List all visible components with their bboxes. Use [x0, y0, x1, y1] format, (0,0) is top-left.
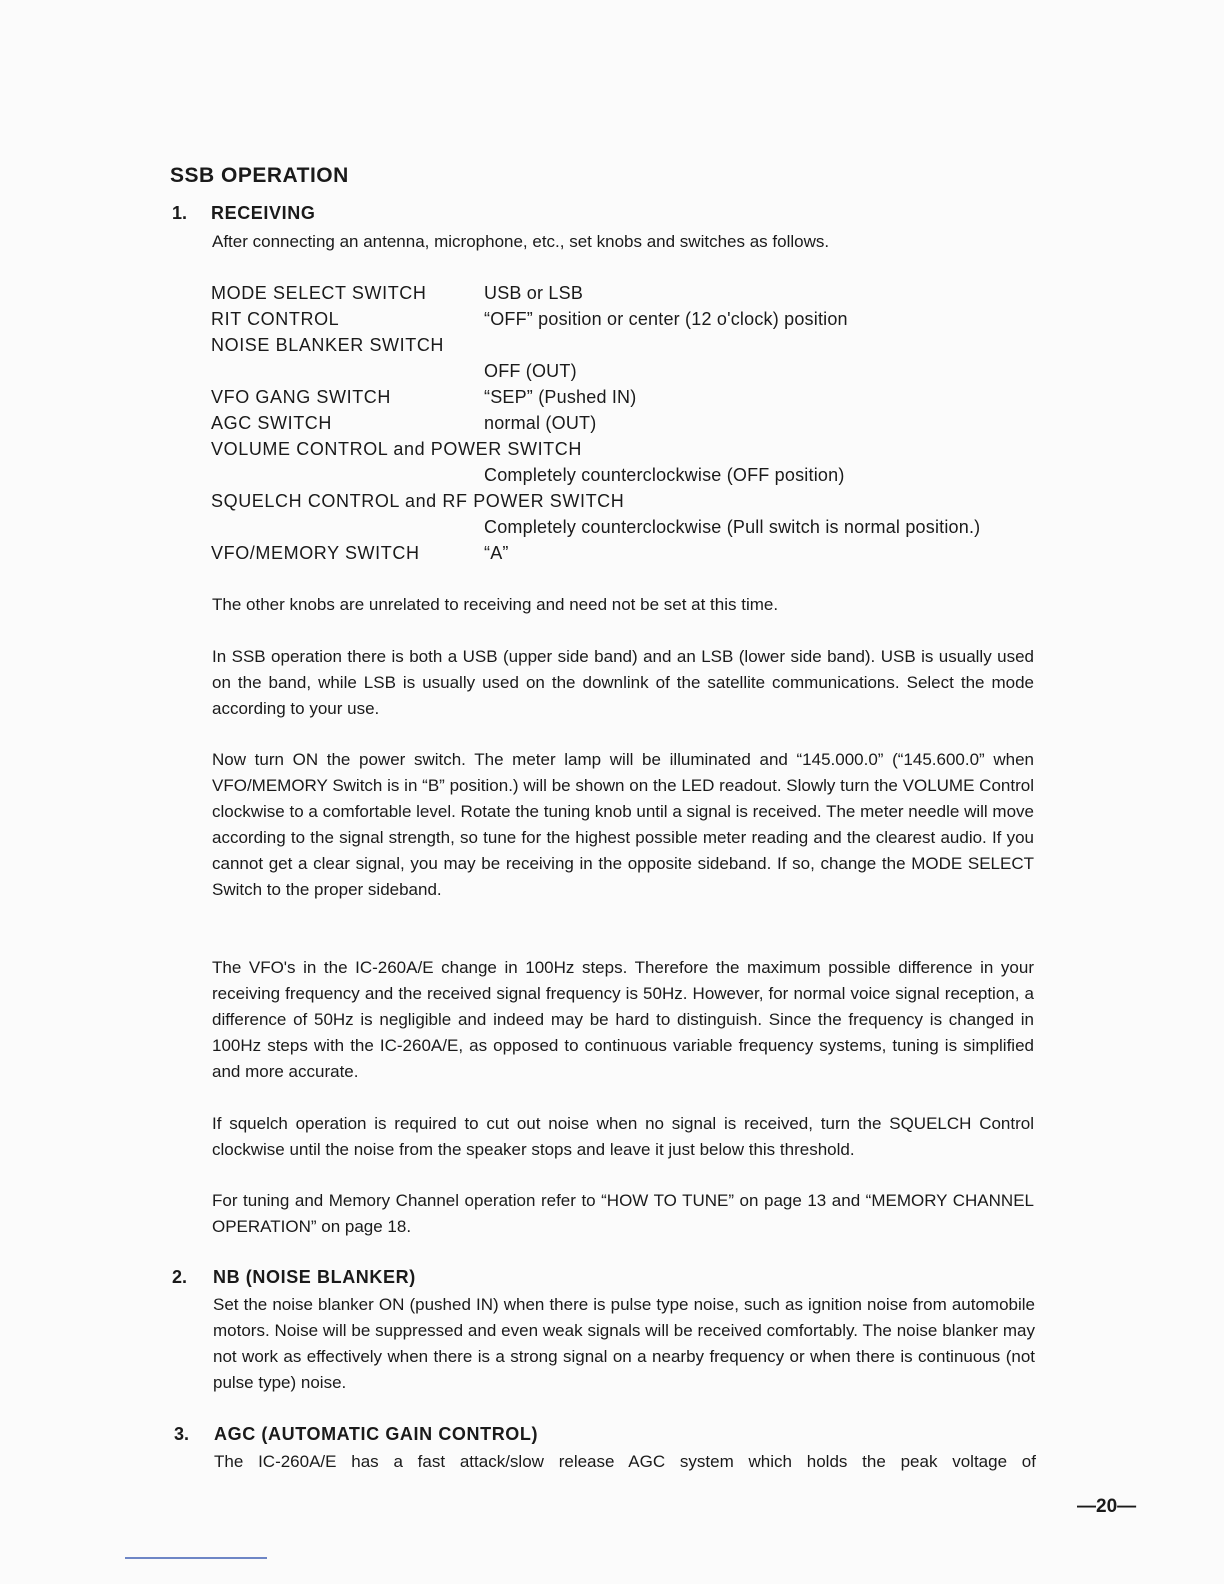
settings-row [211, 514, 1041, 540]
setting-label: VFO/MEMORY SWITCH [211, 543, 420, 563]
section-title: SSB OPERATION [170, 164, 349, 187]
settings-row [211, 358, 1041, 384]
setting-label: AGC SWITCH [211, 413, 332, 433]
nb-heading: NB (NOISE BLANKER) [213, 1267, 416, 1287]
setting-label: SQUELCH CONTROL and RF POWER SWITCH [211, 491, 625, 511]
settings-row [211, 540, 1041, 566]
paragraph-vfo-steps: The VFO's in the IC-260A/E change in 100Hz steps. Therefore the maximum possible difference in your receiving frequency and the received signal frequency is 50Hz. However, for normal voice signal reception, a difference of 50Hz is negligible and indeed may be hard to distinguish. Since the frequency is changed in 100Hz steps with the IC-260A/E, as opposed to continuous variable frequency systems, tuning is simplified and more accurate. [212, 958, 1034, 1081]
settings-list [211, 280, 1041, 566]
settings-row [211, 462, 1041, 488]
footer-rule [125, 1557, 267, 1559]
setting-label: VOLUME CONTROL and POWER SWITCH [211, 439, 582, 459]
agc-heading: AGC (AUTOMATIC GAIN CONTROL) [214, 1424, 539, 1444]
setting-value: Completely counterclockwise (OFF position) [484, 465, 845, 485]
settings-row [211, 306, 1041, 332]
page-number: —20— [1077, 1496, 1137, 1517]
paragraph-usb-lsb: In SSB operation there is both a USB (upper side band) and an LSB (lower side band). USB is usually used on the band, while LSB is usually used on the downlink of the satellite communications. Select the mode according to your use. [212, 647, 1034, 718]
paragraph-other-knobs: The other knobs are unrelated to receiving and need not be set at this time. [212, 595, 779, 614]
settings-row [211, 332, 1041, 358]
paragraph-squelch: If squelch operation is required to cut out noise when no signal is received, turn the SQUELCH Control clockwise until the noise from the speaker stops and leave it just below this threshold. [212, 1114, 1034, 1159]
nb-number: 2. [172, 1267, 188, 1287]
setting-value: “A” [484, 543, 509, 563]
setting-value: Completely counterclockwise (Pull switch is normal position.) [484, 517, 981, 537]
settings-row [211, 436, 1041, 462]
setting-value: normal (OUT) [484, 413, 597, 433]
setting-label: VFO GANG SWITCH [211, 387, 391, 407]
receiving-number: 1. [172, 203, 188, 223]
settings-row [211, 280, 1041, 306]
settings-row [211, 410, 1041, 436]
nb-paragraph: Set the noise blanker ON (pushed IN) when there is pulse type noise, such as ignition noise from automobile motors. Noise will be suppressed and even weak signals will be received comfortably. The noise blanker may not work as effectively when there is a strong signal on a nearby frequency or when there is continuous (not pulse type) noise. [213, 1295, 1035, 1392]
setting-label: NOISE BLANKER SWITCH [211, 335, 445, 355]
paragraph-tuning-reference: For tuning and Memory Channel operation refer to “HOW TO TUNE” on page 13 and “MEMORY CHANNEL OPERATION” on page 18. [212, 1191, 1034, 1236]
setting-value: “OFF” position or center (12 o'clock) position [484, 309, 848, 329]
setting-value: OFF (OUT) [484, 361, 577, 381]
setting-label: MODE SELECT SWITCH [211, 283, 427, 303]
setting-value: “SEP” (Pushed IN) [484, 387, 637, 407]
settings-row [211, 384, 1041, 410]
receiving-intro: After connecting an antenna, microphone, etc., set knobs and switches as follows. [212, 232, 830, 251]
setting-value: USB or LSB [484, 283, 584, 303]
agc-paragraph: The IC-260A/E has a fast attack/slow release AGC system which holds the peak voltage of [214, 1452, 1036, 1471]
paragraph-power-on: Now turn ON the power switch. The meter lamp will be illuminated and “145.000.0” (“145.600.0” when VFO/MEMORY Switch is in “B” position.) will be shown on the LED readout. Slowly turn the VOLUME Control clockwise to a comfortable level. Rotate the tuning knob until a signal is received. The meter needle will move according to the signal strength, so tune for the highest possible meter reading and the clearest audio. If you cannot get a clear signal, you may be receiving in the opposite sideband. If so, change the MODE SELECT Switch to the proper sideband. [212, 750, 1034, 899]
setting-label: RIT CONTROL [211, 309, 340, 329]
agc-number: 3. [174, 1424, 190, 1444]
settings-row [211, 488, 1041, 514]
receiving-heading: RECEIVING [211, 203, 316, 223]
